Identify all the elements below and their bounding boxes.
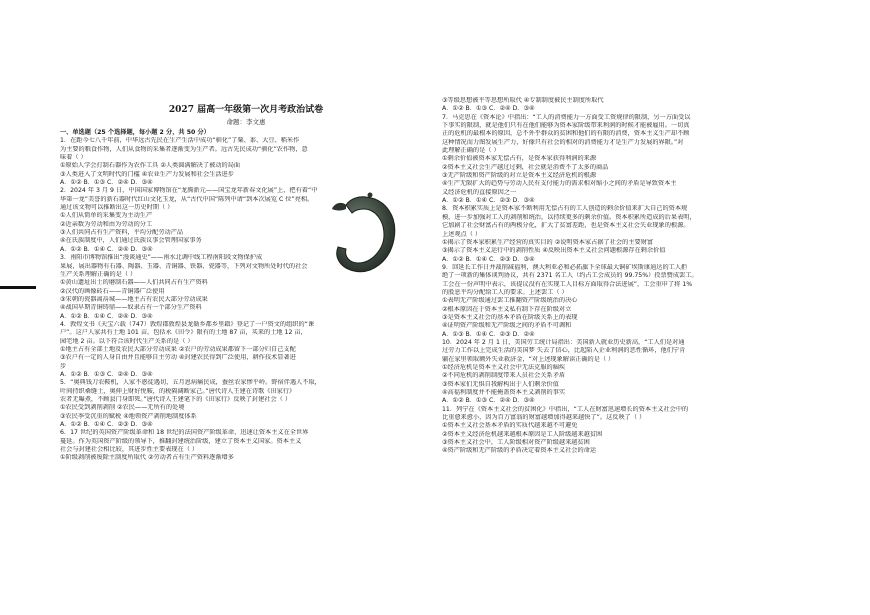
text-line: 步 bbox=[60, 362, 67, 370]
text-line: ②资本主义经济危机越来越根本原因是工人阶级越来越贫困 bbox=[442, 430, 603, 438]
text-line: A．①② B．①④ C．②④ D．③④ bbox=[60, 312, 153, 320]
question-with-artifact-image bbox=[60, 187, 432, 321]
text-line: 过劳力工作以上完成生活的美国梦 失去了信心，比起陷入企业利润的恶性循环，他们宁肯 bbox=[442, 347, 686, 355]
text-line: ③资本主义社会中，工人阶级相对资产阶级越来越贫困 bbox=[442, 439, 590, 447]
text-line: 叶间持织桑缝土，奥伸上财好悦鞍，的税隔阔断家己。”唐代诗人王建在诗歌《田家行》 bbox=[60, 387, 296, 395]
text-line: ②根本原因在于资本主义私有制下存在阶级对立 bbox=[442, 305, 572, 313]
text-line: 为主要的粮食作物，人们从食物的采集者逐渐变为生产者。远古先民成功“驯化”农作物，意 bbox=[60, 145, 308, 153]
text-line: A．①③ B．①④ C．②③ D．②④ bbox=[442, 330, 535, 338]
text-line: ①经济危机是资本主义社会中无法克服的痼疾 bbox=[442, 364, 566, 371]
left-question-body bbox=[60, 137, 432, 462]
text-line: A．①② B．①④ C．②③ D．③④ bbox=[442, 197, 535, 205]
text-line: 此理解正确的是（ ） bbox=[442, 147, 500, 155]
text-line: 户”。这户人家共有土地 101 亩，包括永《田令》限有的土地 87 亩，买来的土地 12 亩， bbox=[60, 329, 307, 337]
text-line: 10．2024 年 2 月 1 日，美国劳工统计局指出：美国新人就业历史新高，“工人们是对通 bbox=[442, 338, 685, 346]
text-line: 比重愈来愈小，因为百万富翁的财富越增加得越来越快了”。这反映了（ ） bbox=[442, 414, 646, 422]
exam-title: 2027 届高一年级第一次月考政治试卷 bbox=[168, 105, 324, 115]
text-line: 园宅地 2 亩。以下符合该时代生产关系的是（ ） bbox=[60, 337, 194, 345]
text-line: 4．敦煌文书《天宝六载（747）敦煌郡敦煌县龙勒乡都乡里籍》登记了一户资文的组织的“课 bbox=[60, 320, 315, 328]
text-line: 3．南阳市博物馆推出“漫谈通史”——南水北调中线工程南阳段文物保护成 bbox=[60, 254, 263, 262]
text-line: ①农民受到剥削剥削 ②农民——无所有的处境 bbox=[60, 404, 185, 412]
text-line: 6．17 世纪的英国资产阶级革命和 18 世纪的法国资产阶级革命，迅速让资本主义在全世界 bbox=[60, 429, 309, 437]
text-line: ①表明无产阶级通过罢工推翻资产阶级统治的决心 bbox=[442, 297, 578, 305]
text-line: ③农民季受沉重的赋税 ④地领资产剥削地制度体系 bbox=[60, 412, 197, 420]
text-line: ③揭示了资本主义运行中的剥削性质 ④反映出资本主义社会问题根源存在剩余价值 bbox=[442, 247, 666, 255]
text-line: 义经济危机的直接原因之一 bbox=[442, 188, 517, 196]
text-line: A．①② B．①④ C．②③ D．③④ bbox=[442, 255, 535, 263]
text-line: ①人们从简单的采集变为主动生产 bbox=[60, 212, 153, 220]
text-line: ③宋朝的瓷器离鬲城——地主占有农民大部分劳动成果 bbox=[60, 295, 208, 303]
text-line: ④资产阶级和无产阶级的矛盾决定着资本主义社会的命运 bbox=[442, 447, 597, 455]
text-line: A．①② B．①③ C．②④ D．③④ bbox=[60, 179, 153, 187]
text-line: 5．“奥典钱刀农鞍机，人家不惑徒遇切，五月恩病痛民成，蚕丝农家惨平岭。野宿伴遇人不取， bbox=[60, 379, 321, 387]
text-line: 它加剧了社会财富占有的两极分化，扩大了贫富差距，也是资本主义社会失业现象的根源。 bbox=[442, 222, 690, 230]
text-line: 的股息平均分配给工人的要求。上述罢工（ ） bbox=[442, 288, 568, 296]
exam-author: 命题：李文惠 bbox=[226, 118, 266, 126]
left-column bbox=[60, 100, 432, 463]
text-line: ③等级思想被平等思想所取代 ④专制制度被民主制度所取代 bbox=[442, 97, 604, 104]
text-line: ①黄山遗址出土的磨制石器——人们共同占有生产资料 bbox=[60, 279, 208, 287]
right-column bbox=[442, 97, 842, 456]
text-line: ①阶级剥削被废除主制度所取代 ②劳动者占有生产资料逐渐增多 bbox=[60, 454, 234, 462]
text-line: 生产关系理解正确的是（ ） bbox=[60, 270, 137, 278]
text-line: 这种情况而力图发展生产力，好像只有社会的相对的消费能力才是生产力发展的界限。”对 bbox=[442, 138, 684, 146]
text-line: ④高福利制度并不能掩盖资本主义剥削的事实 bbox=[442, 389, 566, 397]
text-line: ③是资本主义社会的基本矛盾在阶级关系上的表现 bbox=[442, 313, 578, 321]
text-line: 蔓延。作为英国资产阶级的领导下，推翻封建统治阶级，建立了资本主义国家。资本主义 bbox=[60, 437, 302, 445]
text-line: 绝了一项新的集体谈判协议，共有 2371 名工人（约占工会成员的 99.75%）投票赞成罢工。 bbox=[442, 272, 698, 280]
text-line: ③农户有一定的人身自由并且能够自主劳动 ④封建农民得到广泛使用，耕作技术显著进 bbox=[60, 354, 296, 362]
text-line: 1．在距今七八千年前，中华远古先民在生产生活中成功“驯化”了粟、黍、大豆、稻米作 bbox=[60, 137, 300, 145]
jade-dragon-image bbox=[324, 187, 404, 285]
text-line: ①地主占有全部土地及农民大部分劳动成果 ②农户的劳动成果都留下一部分归自己支配 bbox=[60, 345, 296, 353]
text-line: A．①② B．①③ C．②④ D．③④ bbox=[442, 105, 535, 113]
text-line: 下事实的限制，就是他们只有在他们能够为资本家阶级带来利润的时候才能被雇用。一切真 bbox=[442, 122, 690, 130]
text-line: 11．列宁在《资本主义社会的贫困化》中指出，“工人在财富迅速增长的资本主义社会中的 bbox=[442, 405, 689, 413]
text-line: A．①② B．①③ C．②④ D．③④ bbox=[60, 370, 153, 378]
text-line: 2．2024 年 3 月 9 日，中国国家博物馆在“龙腾新元——国宝龙年新春文化展”上，把有着“中 bbox=[60, 187, 318, 195]
text-line: ④战国早期青铜铸鼎——奴隶占有一个部分生产资料 bbox=[60, 304, 202, 312]
binding-margin-mark bbox=[0, 286, 36, 289]
text-line: 通过该文物可以推断出这一历史时期（ ） bbox=[60, 204, 174, 212]
text-line: ③资本家们无惧自我解构出于人们剩余价值 bbox=[442, 380, 559, 388]
text-line: 9．回延长工作日并裁削减福利，澳大利亚必和必拓旗下全球最大铜矿埃斯康迪达的工人拒 bbox=[442, 263, 688, 271]
text-line: 躺在家里领取额外失业救济金，“对上述现象解读正确的是（ ） bbox=[442, 355, 615, 363]
text-line: ①资本主义社会基本矛盾的实质代越来越不可避免 bbox=[442, 422, 578, 430]
text-line: 工会在一份声明中表示，该提议没有在实现工人目标方面取得合法进展”，工会重申了将 1% bbox=[442, 280, 693, 288]
text-line: 味着（ ） bbox=[60, 154, 87, 162]
section-heading: 一、单选题（25 个选择题，每小题 2 分，共 50 分） bbox=[60, 129, 210, 136]
text-line: A．①② B．①④ C．②④ D．③④ bbox=[60, 245, 153, 253]
text-line: ③人类进入了文明时代的门槛 ④农业生产力发展和社会生活进步 bbox=[60, 170, 234, 178]
text-line: 7．马克思在《资本论》中指出：“工人的消费能力一方面受工资规律的限制，另一方面受以 bbox=[442, 113, 691, 121]
text-line: 社会与封建社会相比较，其进步性主要表现在（ ） bbox=[60, 446, 199, 454]
text-line: 正的危机的最根本的原因，总不外乎群众的贫困和他们的有限的消费，资本主义生产却不顾 bbox=[442, 130, 690, 138]
text-line: A．①② B．①④ C．②③ D．③④ bbox=[60, 421, 153, 429]
text-line: ②近亲数为劳动和由为劳动的分工 bbox=[60, 220, 153, 228]
text-line: ④证明资产阶级和无产阶级之间的矛盾不可调和 bbox=[442, 322, 572, 330]
text-line: ④生产无限扩大的趋势与劳动人民有支付能力的需求相对缩小之间的矛盾是导致资本主 bbox=[442, 180, 677, 188]
text-line: ①原始人学会打制石器作为农作工具 ②人类圆满解决了被动的局面 bbox=[60, 162, 241, 170]
text-line: A．①② B．①③ C．②④ D．③④ bbox=[442, 397, 535, 405]
text-line: ①揭示了资本家积累生产经营的真实目的 ②说明资本家占据了社会的主要财富 bbox=[442, 238, 654, 246]
text-line: 8．资本积累实质上是资本家不断利用无偿占有的工人创造的剩余价值来扩大自己的资本规 bbox=[442, 205, 688, 213]
text-line: ②资本主义社会生产越过过剩，社会就是消费不了太多的商品 bbox=[442, 163, 609, 171]
text-line: ①剩余价值被资本家无偿占有，是资本家获得利润的来源 bbox=[442, 155, 597, 163]
text-line: 华第一龙”美誉的新石器时代红山文化玉龙，从“古代中国”陈列中请“到本次展览 C 位”亮相。 bbox=[60, 195, 314, 203]
text-line: ②汉代的画像砖石——青铜器广泛使用 bbox=[60, 287, 165, 295]
right-question-body bbox=[442, 97, 842, 456]
text-line: 模，进一步加强对工人的剥削和统治，以持续更多的剩余价值。资本积累所造成的后果表明， bbox=[442, 213, 696, 221]
text-line: 农者无曝煮，不顾县门身即死。”唐代诗人王建笔下的《田家行》反映了封建社会（ ） bbox=[60, 396, 292, 403]
text-line: ③人们共同占有生产资料，平均分配劳动产品 bbox=[60, 229, 184, 237]
text-line: ③无产阶级和资产阶级的对立是资本主义经济危机的根源 bbox=[442, 172, 597, 180]
text-line: 上述观点（ ） bbox=[442, 230, 482, 238]
text-line: ④在氏族制度中，人们通过氏族议事会管理国家事务 bbox=[60, 237, 202, 245]
text-line: 果展，展出器物有石器、陶器、玉器、青铜器、铁器、瓷器等，下列对文物所处时代的社会 bbox=[60, 262, 308, 270]
text-line: ②不同危机的剥削制度带来人员社会关系矛盾 bbox=[442, 372, 566, 380]
